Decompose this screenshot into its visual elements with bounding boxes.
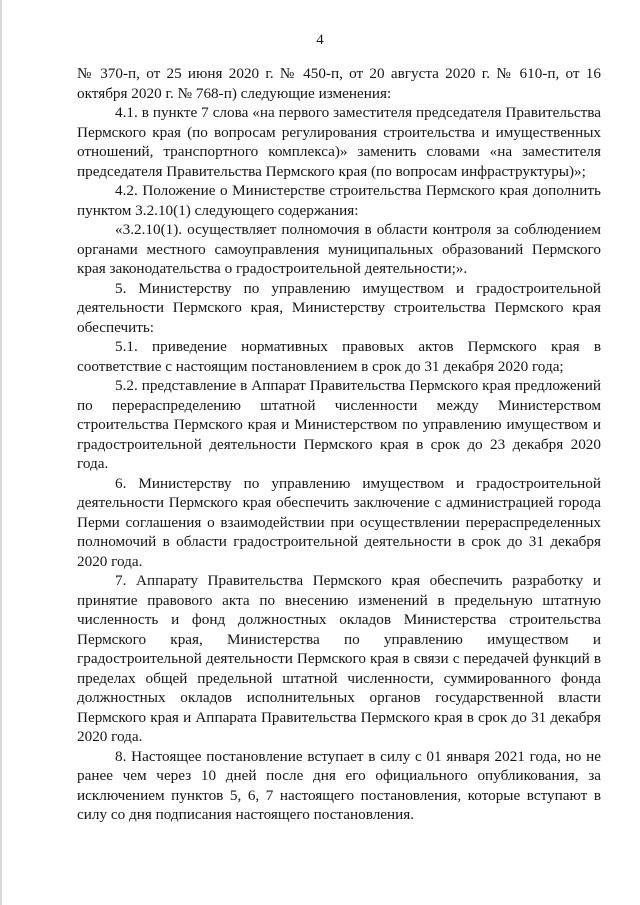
paragraph-5-1: 5.1. приведение нормативных правовых актов Пермского края в соответствие с настоящим постановлением в срок до 31 декабря 2020 года; (77, 338, 601, 375)
paragraph-5-2: 5.2. представление в Аппарат Правительства Пермского края предложений по перераспределению штатной численности между Министерством строительства Пермского края и Министерством по управлению имуществом и градостроительной деятельности Пермского края в срок до 23 декабря 2020 года. (77, 377, 601, 472)
paragraph-4-1: 4.1. в пункте 7 слова «на первого заместителя председателя Правительства Пермского края (по вопросам регулирования строительства и имущественных отношений, транспортного комплекса)» заменить словами «на заместителя председателя Правительства Пермского края (по вопросам инфраструктуры)»; (77, 104, 601, 180)
paragraph-quote-3-2-10-1: «3.2.10(1). осуществляет полномочия в области контроля за соблюдением органами местного самоуправления муниципальных образований Пермского края законодательства о градостроительной деятельности;». (77, 221, 601, 277)
paragraph-6: 6. Министерству по управлению имуществом и градостроительной деятельности Пермского края обеспечить заключение с администрацией города Перми соглашения о взаимодействии при осуществлении перераспределенных полномочий в области градостроительной деятельности в срок до 31 декабря 2020 года. (77, 474, 601, 570)
paragraph-4-2: 4.2. Положение о Министерстве строительства Пермского края дополнить пунктом 3.2.10(1) следующего содержания: (77, 182, 601, 219)
paragraph-continuation: № 370-п, от 25 июня 2020 г. № 450-п, от 20 августа 2020 г. № 610-п, от 16 октября 2020 г. № 768-п) следующие изменения: (77, 65, 601, 102)
document-body (77, 64, 601, 825)
scan-edge (0, 0, 2, 905)
page-number: 4 (316, 32, 324, 48)
paragraph-8: 8. Настоящее постановление вступает в силу с 01 января 2021 года, но не ранее чем через 10 дней после дня его официального опубликования, за исключением пунктов 5, 6, 7 настоящего постановления, которые вступают в силу со дня подписания настоящего постановления. (77, 747, 601, 823)
paragraph-7: 7. Аппарату Правительства Пермского края обеспечить разработку и принятие правового акта по внесению изменений в предельную штатную численность и фонд должностных окладов Министерства строительства Пермского края, Министерства по управлению имуществом и градостроительной деятельности Пермского края в связи с передачей функций в пределах общей предельной штатной численности, суммированного фонда должностных окладов исполнительных органов государственной власти Пермского края и Аппарата Правительства Пермского края в срок до 31 декабря 2020 года. (77, 572, 601, 745)
paragraph-5: 5. Министерству по управлению имуществом и градостроительной деятельности Пермского края, Министерству строительства Пермского края обеспечить: (77, 279, 601, 336)
